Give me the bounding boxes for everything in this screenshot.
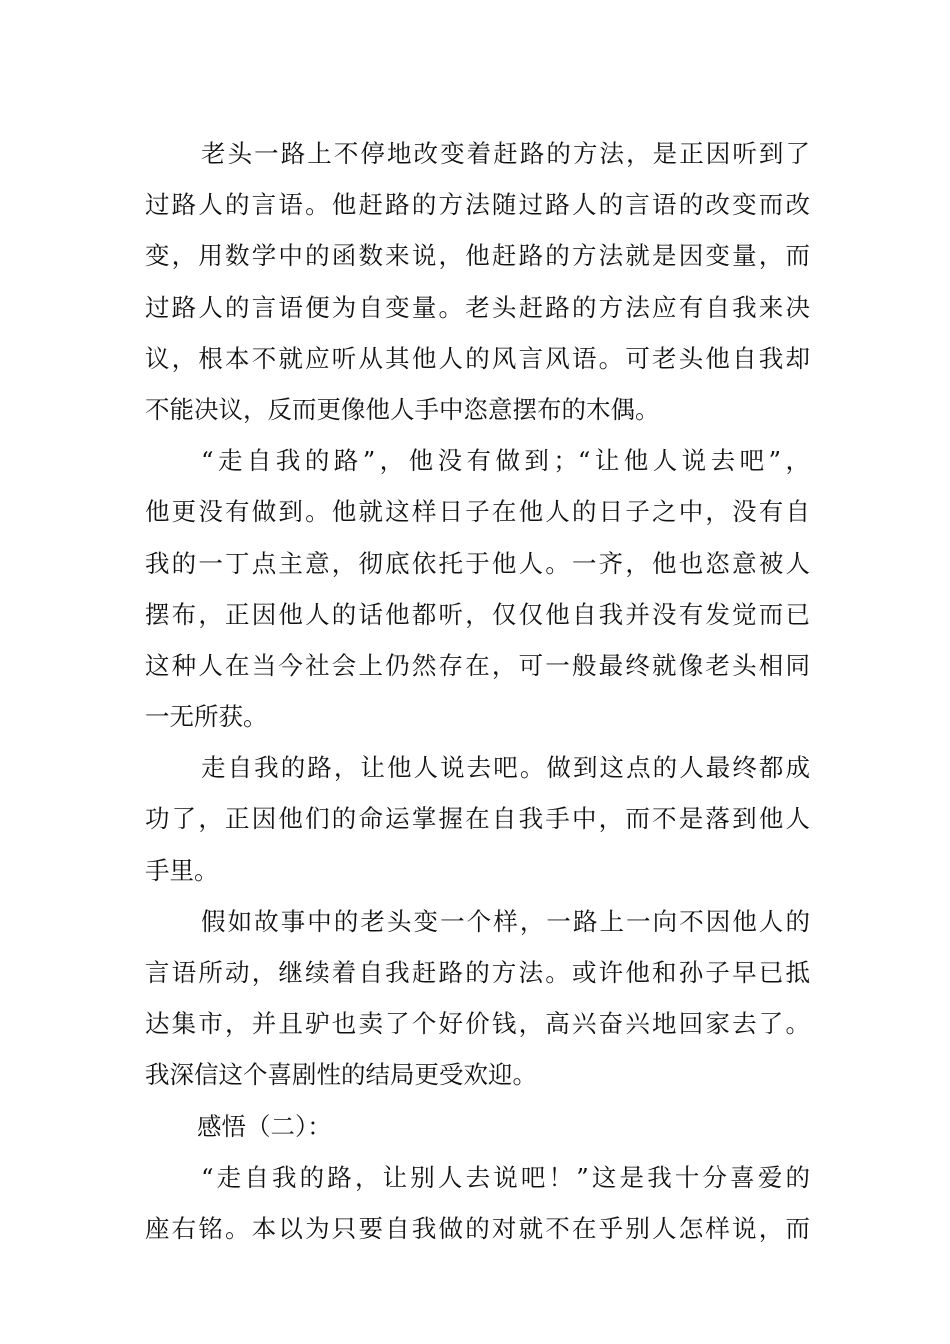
paragraph-line: 变，用数学中的函数来说，他赶路的方法就是因变量，而 [145, 241, 810, 271]
paragraph-line: 这种人在当今社会上仍然存在，可一般最终就像老头相同 [145, 650, 810, 680]
paragraph-line: 走自我的路，让他人说去吧。做到这点的人最终都成 [201, 753, 810, 783]
paragraph-line: 我深信这个喜剧性的结局更受欢迎。 [145, 1060, 537, 1090]
paragraph-line: 言语所动，继续着自我赶路的方法。或许他和孙子早已抵 [145, 958, 810, 987]
paragraph-line: 功了，正因他们的命运掌握在自我手中，而不是落到他人 [145, 804, 810, 834]
section-heading: 感悟（二）： [197, 1111, 332, 1141]
paragraph-line: 座右铭。本以为只要自我做的对就不在乎别人怎样说，而 [145, 1213, 810, 1243]
paragraph-3 [145, 742, 810, 896]
paragraph-line: 我的一丁点主意，彻底依托于他人。一齐，他也恣意被人 [145, 548, 810, 578]
paragraph-line: 摆布，正因他人的话他都听，仅仅他自我并没有发觉而已 [145, 599, 810, 629]
paragraph-line: “走自我的路”，他没有做到；“让他人说去吧”， [201, 446, 810, 476]
paragraph-line: 假如故事中的老头变一个样，一路上一向不因他人的 [201, 906, 810, 936]
paragraph-line: 一无所获。 [145, 702, 268, 732]
paragraph-line: 达集市，并且驴也卖了个好价钱，高兴奋兴地回家去了。 [145, 1009, 810, 1039]
paragraph-line: 老头一路上不停地改变着赶路的方法，是正因听到了 [201, 139, 810, 168]
paragraph-line: 议，根本不就应听从其他人的风言风语。可老头他自我却 [145, 343, 810, 373]
paragraph-line: 手里。 [145, 855, 219, 885]
paragraph-line: “走自我的路，让别人去说吧！”这是我十分喜爱的 [201, 1162, 810, 1192]
paragraph-line: 过路人的言语。他赶路的方法随过路人的言语的改变而改 [145, 190, 810, 220]
paragraph-2 [145, 435, 810, 742]
paragraph-5 [145, 1152, 810, 1254]
paragraph-line: 他更没有做到。他就这样日子在他人的日子之中，没有自 [145, 497, 810, 527]
paragraph-line: 不能决议，反而更像他人手中恣意摆布的木偶。 [145, 394, 660, 424]
paragraph-line: 过路人的言语便为自变量。老头赶路的方法应有自我来决 [145, 292, 810, 322]
body-text [145, 128, 810, 1254]
paragraph-4 [145, 896, 810, 1101]
paragraph-1 [145, 128, 810, 435]
